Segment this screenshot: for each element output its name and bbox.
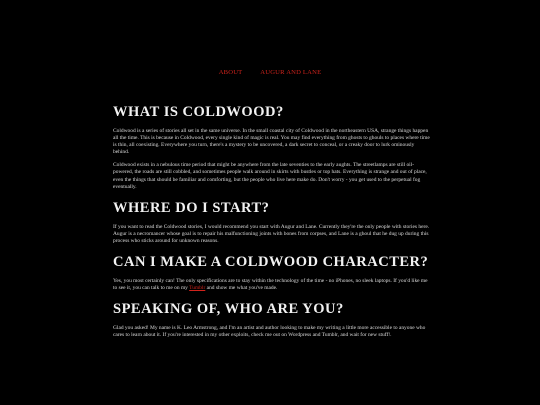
section-who-are-you (113, 301, 431, 339)
section-where-do-i-start (113, 200, 431, 245)
section-paragraph: If you want to read the Coldwood stories, I would recommend you start with Augur and Lane. Currently they're the only people with stories here. Augur is a necromancer whose goal is to repair his malfunctioning joints with bones from corpses, and Lane is a ghoul that he dug up during this process who sticks around for unknown reasons. (113, 223, 430, 244)
section-heading: CAN I MAKE A COLDWOOD CHARACTER? (113, 254, 429, 271)
section-paragraph: Coldwood is a series of stories all set in the same universe. In the small coastal city of Coldwood in the northeastern USA, strange things happen all the time. This is because in Coldwood, every single kind of magic is real. You may find everything from ghosts to ghouls to places where time is thin, all coexisting. Everywhere you turn, there's a mystery to be uncovered, a dark secret to conceal, or a creaky door to lurk ominously behind. (113, 128, 430, 156)
tumblr-link[interactable]: Tumblr (189, 285, 206, 292)
section-what-is-coldwood (113, 104, 431, 191)
nav-link-about[interactable]: ABOUT (218, 69, 243, 76)
section-paragraph (113, 278, 431, 292)
section-heading: SPEAKING OF, WHO ARE YOU? (113, 301, 344, 318)
section-make-character (113, 254, 431, 292)
paragraph-text: and show me what you've made. (205, 285, 278, 292)
paragraph-text: Yes, you most certainly can! The only specifications are to stay within the technology of the time - no iPhones, no sleek laptops. If you'd like me to see it, you can talk to me on my (113, 278, 428, 292)
top-nav (0, 69, 540, 76)
section-paragraph: Glad you asked! My name is K. Leo Armstrong, and I'm an artist and author looking to make my writing a little more accessible to anyone who cares to learn about it. If you're interested in my other exploits, check me out on Wordpress and Tumblr, and wait for new stuff!. (113, 325, 426, 339)
section-paragraph: Coldwood exists in a nebulous time period that might be anywhere from the late seventies to the early aughts. The streetlamps are still oil-powered, the roads are still cobbled, and sometimes people walk around in skirts with bustles or top hats. Everything is strange and out of place, even the things that should be familiar and comforting, but the people who live here make do. Don't worry - you get used to the perpetual fog eventually. (113, 162, 427, 190)
section-heading: WHERE DO I START? (113, 199, 270, 216)
nav-link-augur-and-lane[interactable]: AUGUR AND LANE (260, 69, 322, 76)
section-heading: WHAT IS COLDWOOD? (113, 104, 284, 120)
main-content (113, 104, 431, 348)
